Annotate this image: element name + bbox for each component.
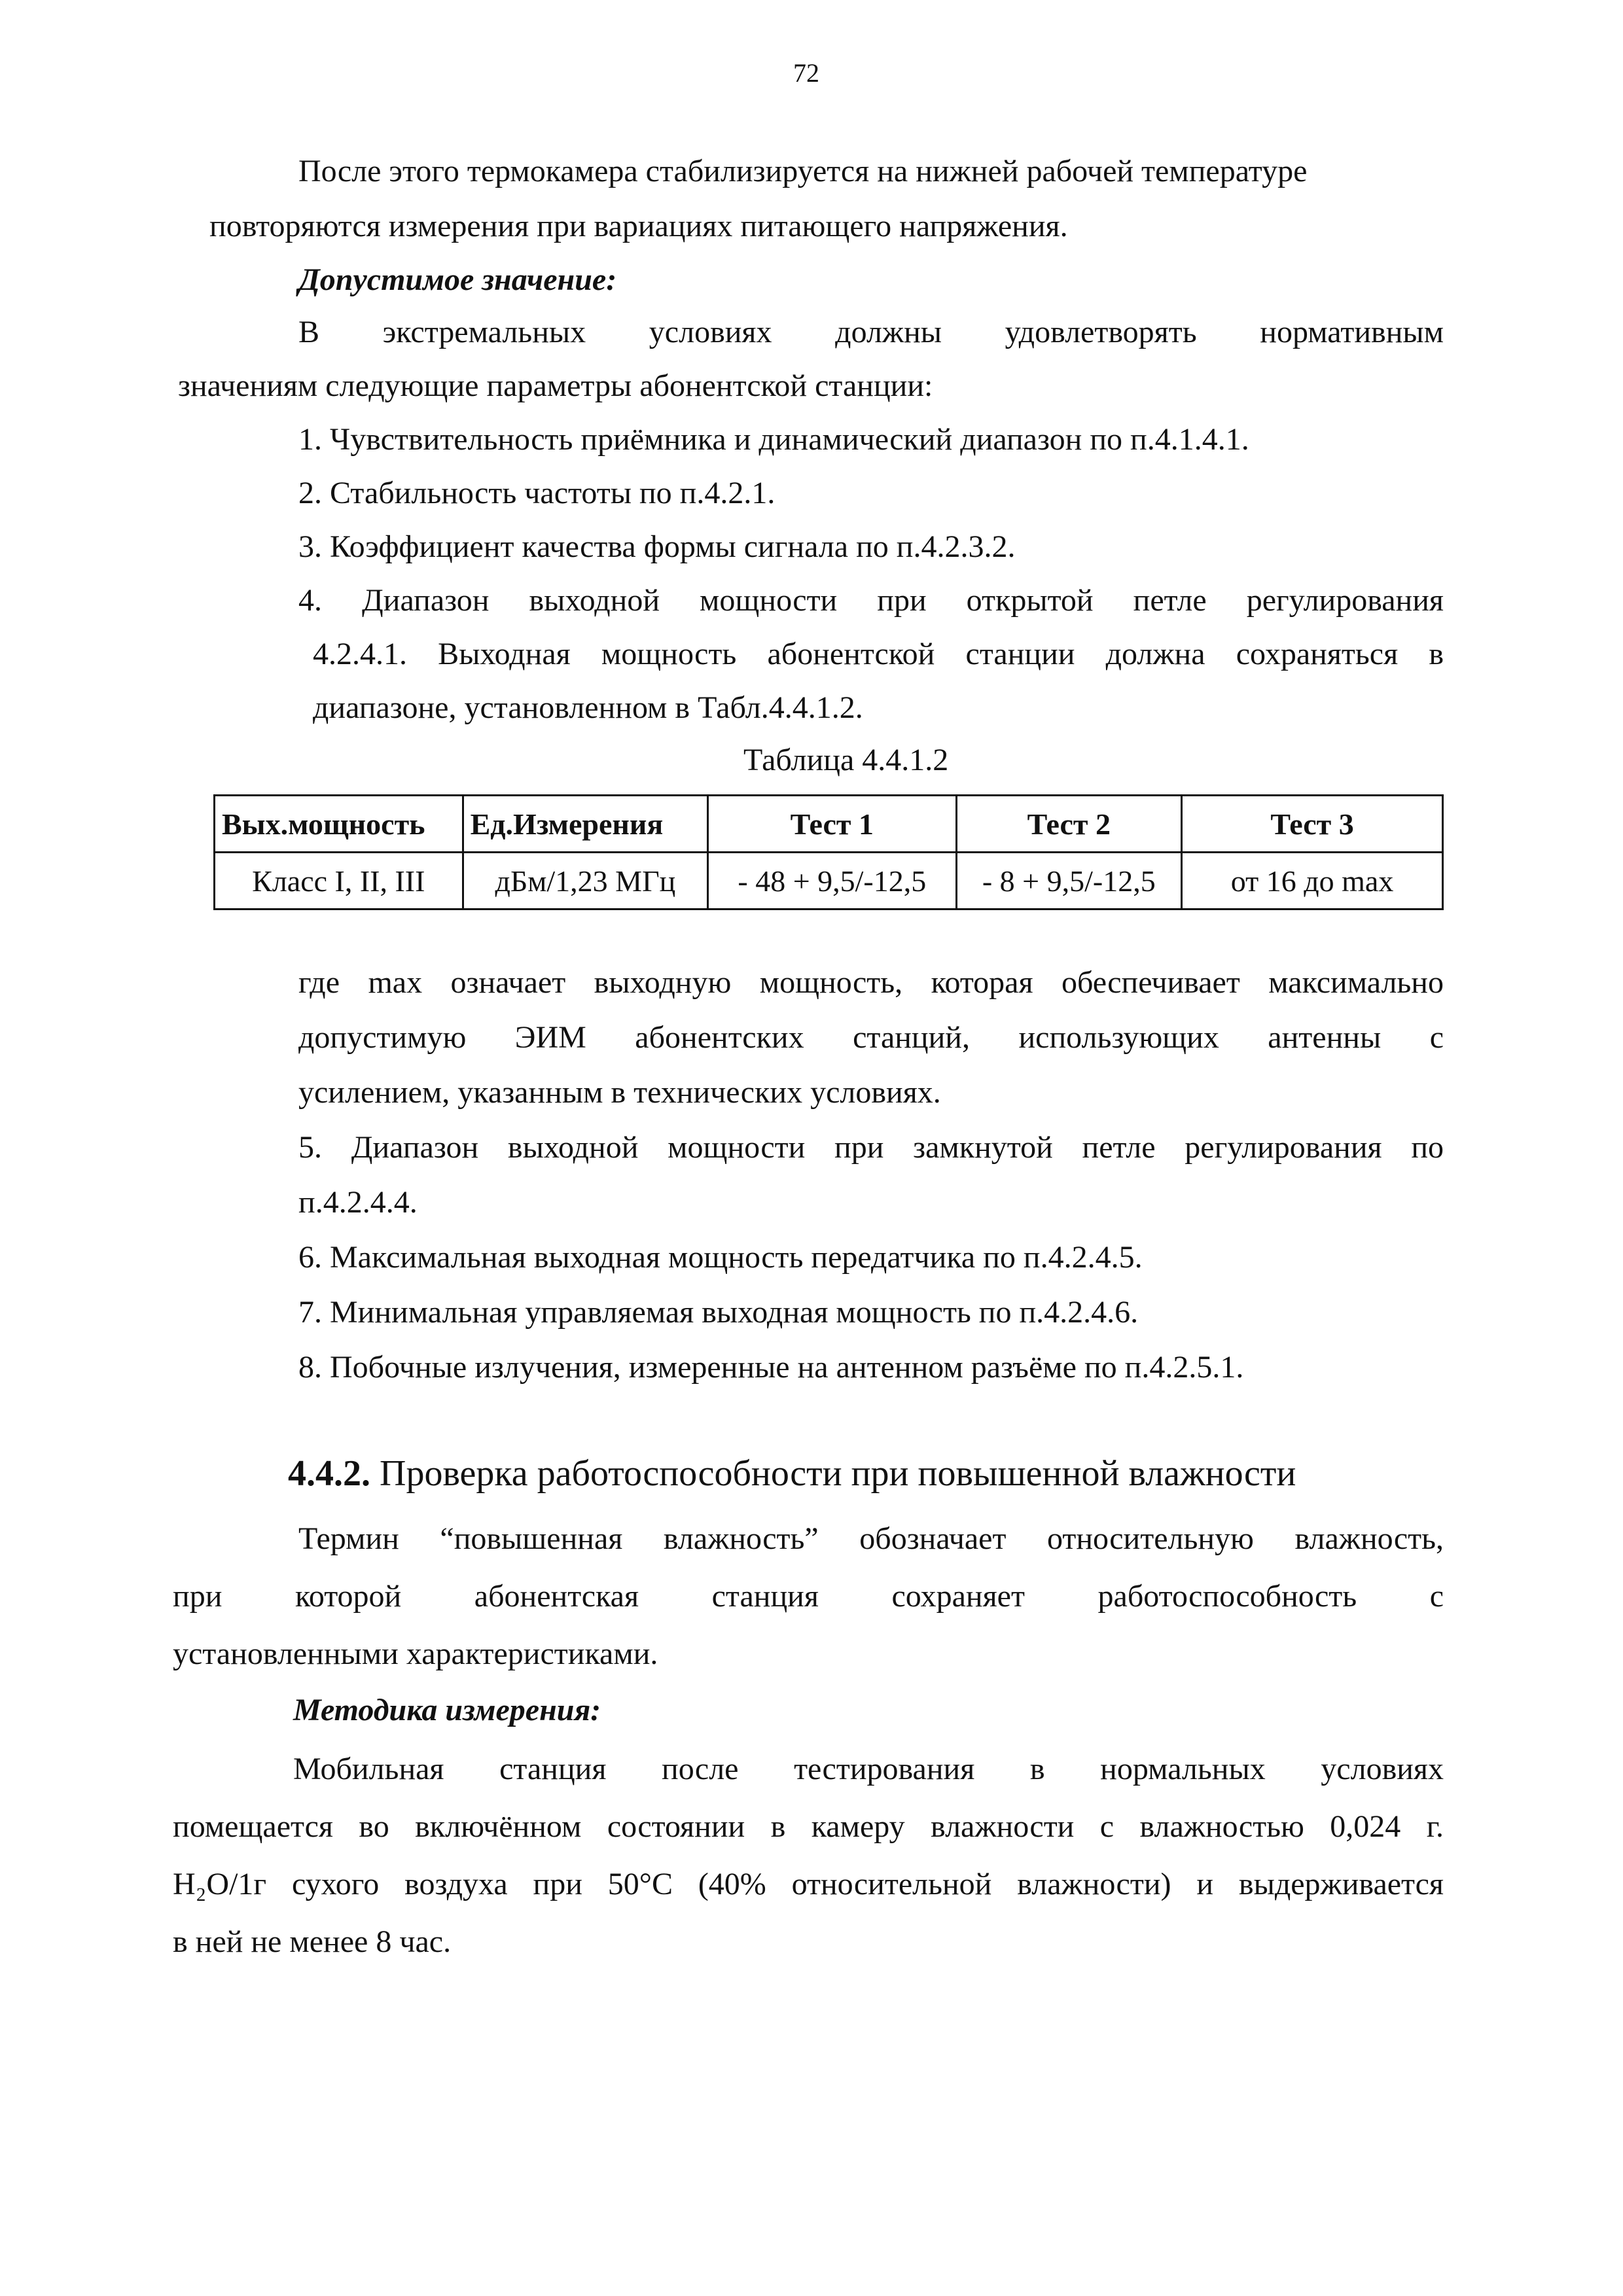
table-cell: - 8 + 9,5/-12,5 (956, 853, 1182, 910)
paragraph-line: при которой абонентская станция сохраняет работоспособность с (173, 1579, 1444, 1614)
table-cell: от 16 до max (1182, 853, 1443, 910)
paragraph-line: установленными характеристиками. (173, 1636, 658, 1671)
list-item-continuation: диапазоне, установленном в Табл.4.4.1.2. (313, 690, 863, 725)
paragraph-line: где max означает выходную мощность, которая обеспечивает максимально (298, 965, 1444, 1000)
permissible-value-heading: Допустимое значение: (298, 262, 617, 297)
list-item: 5. Диапазон выходной мощности при замкнутой петле регулирования по (298, 1130, 1444, 1165)
table-header-cell: Ед.Измерения (463, 796, 708, 853)
table-header-row (215, 796, 1443, 853)
section-title: Проверка работоспособности при повышенной влажности (380, 1453, 1296, 1494)
list-item-continuation: п.4.2.4.4. (298, 1185, 418, 1220)
paragraph-line: повторяются измерения при вариациях питающего напряжения. (209, 209, 1068, 243)
paragraph-line: помещается во включённом состоянии в камеру влажности с влажностью 0,024 г. (173, 1809, 1444, 1844)
section-heading (288, 1451, 1296, 1496)
list-item: 7. Минимальная управляемая выходная мощность по п.4.2.4.6. (298, 1295, 1139, 1330)
measurement-method-heading: Методика измерения: (293, 1693, 601, 1727)
section-number: 4.4.2. (288, 1453, 370, 1494)
paragraph-line: допустимую ЭИМ абонентских станций, использующих антенны с (298, 1020, 1444, 1055)
paragraph-line: Термин “повышенная влажность” обозначает относительную влажность, (298, 1521, 1444, 1556)
paragraph-line: в ней не менее 8 час. (173, 1924, 452, 1959)
list-item: 4. Диапазон выходной мощности при открытой петле регулирования (298, 583, 1444, 618)
table-header-cell: Тест 3 (1182, 796, 1443, 853)
table-cell: Класс I, II, III (215, 853, 463, 910)
list-item-continuation: 4.2.4.1. Выходная мощность абонентской станции должна сохраняться в (313, 637, 1444, 671)
list-item: 8. Побочные излучения, измеренные на антенном разъёме по п.4.2.5.1. (298, 1350, 1244, 1385)
table-cell: дБм/1,23 МГц (463, 853, 708, 910)
paragraph-line: H₂O/1г сухого воздуха при 50°С (40% относительной влажности) и выдерживается (173, 1867, 1444, 1901)
page-number: 72 (793, 58, 819, 88)
paragraph-line: Мобильная станция после тестирования в нормальных условиях (293, 1752, 1444, 1786)
data-table (213, 794, 1444, 910)
list-item: 6. Максимальная выходная мощность передатчика по п.4.2.4.5. (298, 1240, 1143, 1275)
paragraph-line: В экстремальных условиях должны удовлетворять нормативным (298, 315, 1444, 349)
table-cell: - 48 + 9,5/-12,5 (708, 853, 956, 910)
paragraph-line: усилением, указанным в технических условиях. (298, 1075, 941, 1110)
list-item: 2. Стабильность частоты по п.4.2.1. (298, 476, 776, 510)
table-header-cell: Вых.мощность (215, 796, 463, 853)
table-header-cell: Тест 1 (708, 796, 956, 853)
table-header-cell: Тест 2 (956, 796, 1182, 853)
list-item: 1. Чувствительность приёмника и динамический диапазон по п.4.1.4.1. (298, 422, 1249, 457)
paragraph-line: После этого термокамера стабилизируется на нижней рабочей температуре (298, 154, 1308, 188)
table-row (215, 853, 1443, 910)
list-item: 3. Коэффициент качества формы сигнала по п.4.2.3.2. (298, 529, 1016, 564)
table-caption: Таблица 4.4.1.2 (743, 743, 949, 777)
paragraph-line: значениям следующие параметры абонентской станции: (178, 368, 933, 403)
